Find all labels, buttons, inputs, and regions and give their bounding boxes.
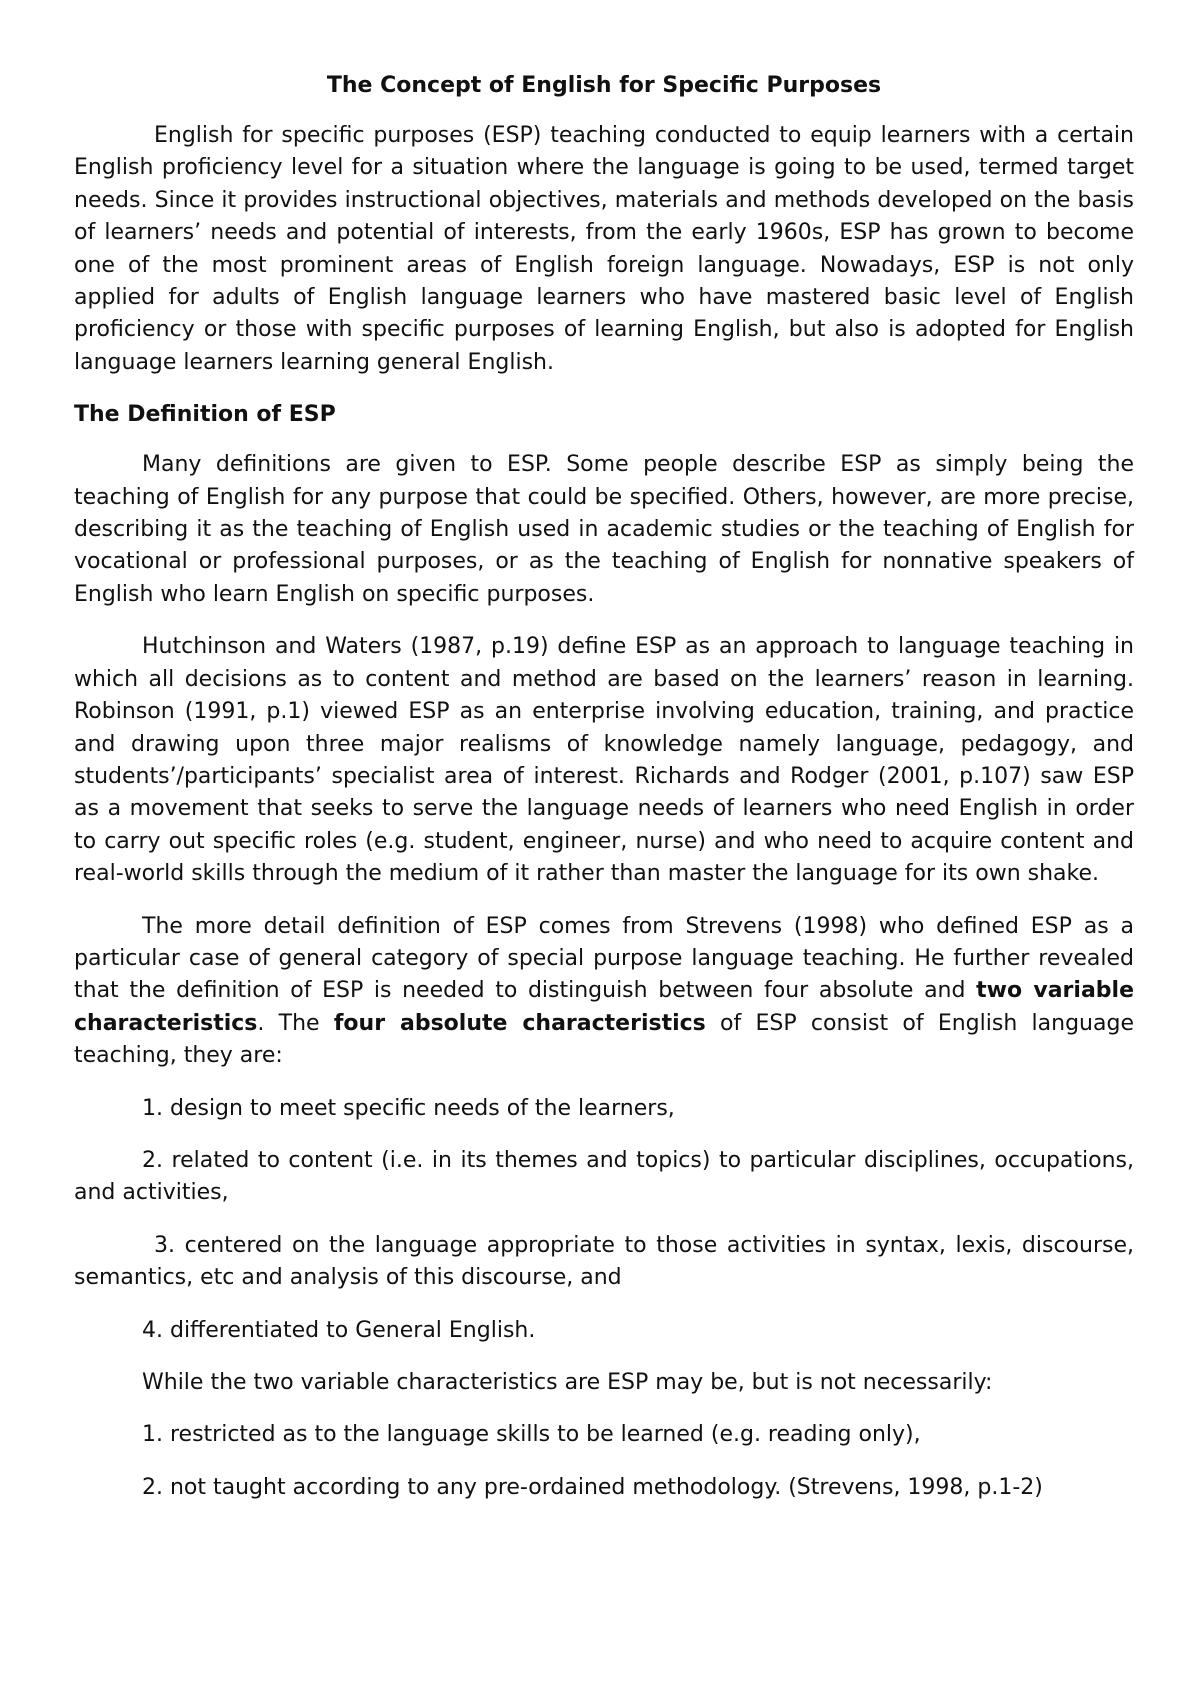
variable-item-1: 1. restricted as to the language skills to be learned (e.g. reading only), <box>142 1422 921 1448</box>
absolute-item-1: 1. design to meet specific needs of the learners, <box>142 1095 675 1121</box>
para3-text-1: The more detail definition of ESP comes from Strevens (1998) who defined ESP as a particular case of general category of special purpose language teaching. He further revealed that the definition of ESP is needed to distinguish between four absolute and <box>74 913 1134 1004</box>
document-title: The Concept of English for Specific Purposes <box>326 73 882 98</box>
absolute-item-4: 4. differentiated to General English. <box>142 1317 536 1343</box>
variable-intro: While the two variable characteristics are ESP may be, but is not necessarily: <box>142 1370 993 1395</box>
para3-text-2: . The <box>257 1010 334 1036</box>
para3-text-3: of ESP consist of English language teaching, they are: <box>74 1010 1134 1069</box>
para3-bold-four-absolute: four absolute characteristics <box>333 1010 706 1036</box>
definition-paragraph-2: Hutchinson and Waters (1987, p.19) define ESP as an approach to language teaching in which all decisions as to content and method are based on the learners’ reason in learning. Robinson (1991, p.1) viewed ESP as an enterprise involving education, training, and practice and drawing upon three major realisms of knowledge namely language, pedagogy, and students’/participants’ specialist area of interest. Richards and Rodger (2001, p.107) saw ESP as a movement that seeks to serve the language needs of learners who need English in order to carry out specific roles (e.g. student, engineer, nurse) and who need to acquire content and real-world skills through the medium of it rather than master the language for its own shake. <box>74 634 1134 887</box>
intro-paragraph: English for specific purposes (ESP) teaching conducted to equip learners with a certain English proficiency level for a situation where the language is going to be used, termed target needs. Since it provides instructional objectives, materials and methods developed on the basis of learners’ needs and potential of interests, from the early 1960s, ESP has grown to become one of the most prominent areas of English foreign language. Nowadays, ESP is not only applied for adults of English language learners who have mastered basic level of English proficiency or those with specific purposes of learning English, but also is adopted for English language learners learning general English. <box>74 123 1134 375</box>
definition-paragraph-1: Many definitions are given to ESP. Some people describe ESP as simply being the teaching of English for any purpose that could be specified. Others, however, are more precise, describing it as the teaching of English used in academic studies or the teaching of English for vocational or professional purposes, or as the teaching of English for nonnative speakers of English who learn English on specific purposes. <box>74 452 1134 607</box>
document-page <box>74 70 1134 1524</box>
absolute-item-3: 3. centered on the language appropriate to those activities in syntax, lexis, discourse, semantics, etc and analysis of this discourse, and <box>74 1232 1134 1291</box>
definition-paragraph-3 <box>74 911 1134 1073</box>
absolute-item-2: 2. related to content (i.e. in its themes and topics) to particular disciplines, occupations, and activities, <box>74 1147 1134 1206</box>
section-heading: The Definition of ESP <box>74 402 336 428</box>
variable-item-2: 2. not taught according to any pre-ordained methodology. (Strevens, 1998, p.1-2) <box>142 1474 1043 1500</box>
para3-bold-two-variable: two variable characteristics <box>74 978 1135 1036</box>
